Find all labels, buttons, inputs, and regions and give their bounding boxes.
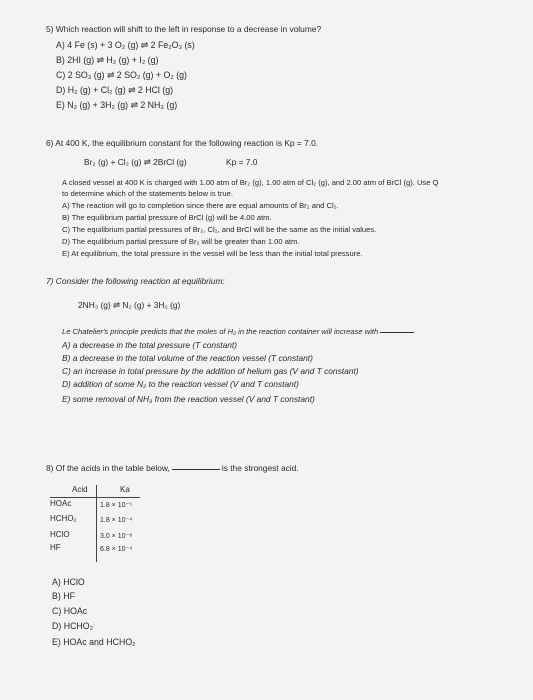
q5-option-d[interactable]: D) H₂ (g) + Cl₂ (g) ⇌ 2 HCl (g) (56, 85, 174, 95)
q8-option-e[interactable]: E) HOAc and HCHO₂ (52, 637, 136, 647)
ka-cell: 6.8 × 10⁻⁴ (100, 546, 133, 553)
q6-option-e[interactable]: E) At equilibrium, the total pressure in the vessel will be less than the initial total pressure. (62, 249, 363, 258)
ka-cell: 3.0 × 10⁻⁸ (100, 533, 133, 540)
q5-option-b[interactable]: B) 2HI (g) ⇌ H₂ (g) + I₂ (g) (56, 55, 159, 65)
q5-option-c[interactable]: C) 2 SO₃ (g) ⇌ 2 SO₂ (g) + O₂ (g) (56, 70, 187, 80)
q6-intro-2: to determine which of the statements below is true. (62, 189, 233, 198)
q6-stem: 6) At 400 K, the equilibrium constant for the following reaction is Kp = 7.0. (46, 138, 319, 148)
q7-option-e[interactable]: E) some removal of NH₃ from the reaction vessel (V and T constant) (62, 394, 315, 404)
q8-option-c[interactable]: C) HOAc (52, 606, 88, 616)
q6-intro-1: A closed vessel at 400 K is charged with 1.00 atm of Br₂ (g), 1.00 atm of Cl₂ (g), and 2.00 atm of BrCl (g). Use Q (62, 178, 439, 187)
q6-option-a[interactable]: A) The reaction will go to completion since there are equal amounts of Br₂ and Cl₂. (62, 201, 339, 210)
acid-cell: HClO (50, 530, 70, 539)
q5-option-a[interactable]: A) 4 Fe (s) + 3 O₂ (g) ⇌ 2 Fe₂O₃ (s) (56, 40, 195, 50)
q6-reaction: Br₂ (g) + Cl₂ (g) ⇌ 2BrCl (g) (84, 157, 187, 167)
table-row (50, 499, 140, 513)
q8-option-a[interactable]: A) HClO (52, 577, 85, 587)
q7-intro-text: Le Chatelier's principle predicts that the moles of H₂ in the reaction container will increase with (62, 327, 379, 336)
q8-stem-before: 8) Of the acids in the table below, (46, 463, 170, 473)
ka-table-rule (50, 497, 140, 498)
acid-cell: HF (50, 543, 61, 552)
table-row (50, 530, 140, 544)
table-row (50, 514, 140, 528)
q6-option-c[interactable]: C) The equilibrium partial pressures of Br₂, Cl₂, and BrCl will be the same as the initial values. (62, 225, 377, 234)
q7-answer-blank[interactable] (380, 331, 414, 333)
q8-option-d[interactable]: D) HCHO₂ (52, 621, 94, 631)
ka-cell: 1.8 × 10⁻⁵ (100, 502, 133, 509)
q8-stem-after: is the strongest acid. (221, 463, 299, 473)
q8-option-b[interactable]: B) HF (52, 591, 75, 601)
ka-cell: 1.8 × 10⁻⁴ (100, 517, 133, 524)
q5-stem: 5) Which reaction will shift to the left in response to a decrease in volume? (46, 24, 322, 34)
table-row (50, 543, 140, 557)
q6-option-b[interactable]: B) The equilibrium partial pressure of BrCl (g) will be 4.00 atm. (62, 213, 272, 222)
q7-option-d[interactable]: D) addition of some N₂ to the reaction vessel (V and T constant) (62, 379, 299, 389)
q6-kp: Kp = 7.0 (226, 157, 258, 167)
q8-stem (46, 463, 299, 473)
q7-intro (62, 327, 416, 336)
q7-option-c[interactable]: C) an increase in total pressure by the addition of helium gas (V and T constant) (62, 366, 359, 376)
q6-option-d[interactable]: D) The equilibrium partial pressure of Br₂ will be greater than 1.00 atm. (62, 237, 300, 246)
q7-stem: 7) Consider the following reaction at equilibrium: (46, 276, 225, 286)
acid-cell: HCHO₂ (50, 514, 77, 523)
q7-reaction: 2NH₃ (g) ⇌ N₂ (g) + 3H₂ (g) (78, 300, 181, 310)
q7-option-b[interactable]: B) a decrease in the total volume of the reaction vessel (T constant) (62, 353, 313, 363)
q5-option-e[interactable]: E) N₂ (g) + 3H₂ (g) ⇌ 2 NH₃ (g) (56, 100, 178, 110)
acid-cell: HOAc (50, 499, 72, 508)
ka-header-ka: Ka (120, 485, 130, 494)
ka-table-header (50, 485, 140, 497)
q7-option-a[interactable]: A) a decrease in the total pressure (T constant) (62, 340, 238, 350)
q8-answer-blank[interactable] (172, 468, 220, 470)
ka-header-acid: Acid (72, 485, 88, 494)
